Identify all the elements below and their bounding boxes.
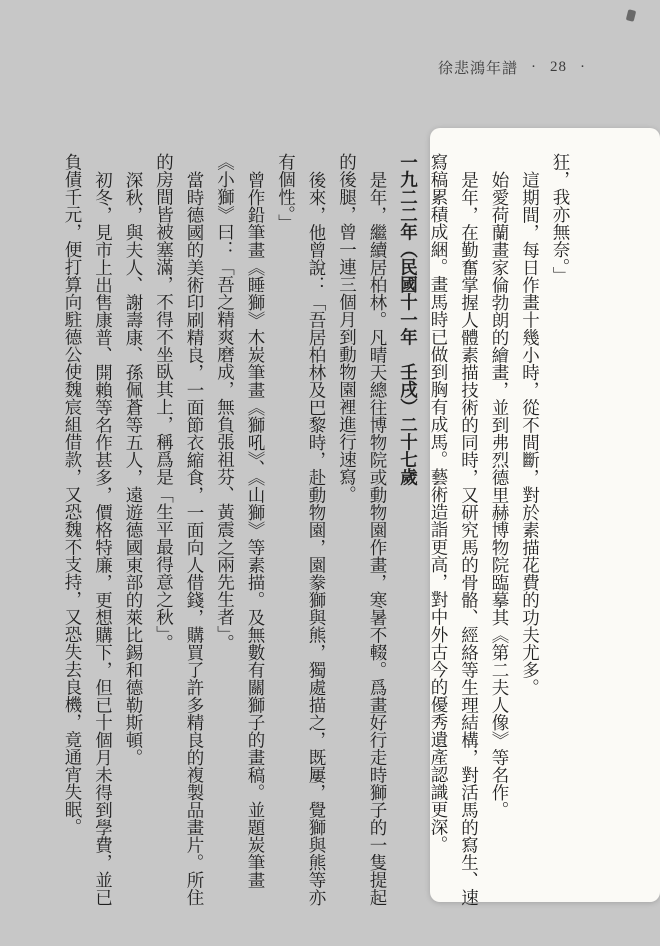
page-number: 28 — [550, 59, 568, 75]
chronicle-text-block — [58, 153, 577, 906]
interpunct-right: · — [580, 59, 587, 75]
paragraph-autumn-travel: 深秋，與夫人、謝壽康、孫佩蒼等五人，遠遊德國東部的萊比錫和德勒斯頓。 — [124, 170, 144, 766]
year-heading-1922: 一九二二年（民國十一年 壬戌）二十七歲 — [398, 153, 419, 486]
paragraph-quote-continuation: 狂，我亦無奈。」 — [551, 153, 571, 285]
paragraph-berlin-zoo: 是年，繼續居柏林。凡晴天總往博物院或動物園作畫，寒暑不輟。爲畫好行走時獅子的一隻提起的後腿，曾一連三個月到動物園裡進行速寫。 — [337, 153, 388, 906]
running-head — [438, 57, 586, 78]
paragraph-daily-painting: 這期間，每日作畫十幾小時，從不間斷，對於素描花費的功夫尤多。 — [520, 170, 541, 696]
scan-speck — [626, 9, 636, 22]
book-title: 徐悲鴻年譜 — [438, 61, 519, 77]
interpunct-left: · — [531, 59, 538, 75]
paragraph-lion-bear-quote: 後來，他曾說：「吾居柏林及巴黎時，赴動物園，園豢獅與熊，獨處描之，既屢，覺獅與熊等亦有個性。」 — [276, 153, 327, 906]
paragraph-rembrandt: 始愛荷蘭畫家倫勃朗的繪畫，並到弗烈德里赫博物院臨摹其《第二夫人像》等名作。 — [490, 170, 510, 818]
paragraph-horse-anatomy: 是年，在勤奮掌握人體素描技術的同時，又研究馬的骨骼、經絡等生理結構，對活馬的寫生、速寫稿累積成綑。畫馬時已做到胸有成馬。藝術造詣更高，對中外古今的優秀遺產認識更深。 — [429, 153, 480, 906]
paragraph-winter-debt: 初冬，見市上出售康普、開賴等名作甚多，價格特廉，更想購下，但已十個月未得到學費，並已負債千元，便打算向駐德公使魏宸組借款，又恐魏不支持，又恐失去良機，竟通宵失眠。 — [63, 153, 114, 906]
paragraph-lion-drawings: 曾作鉛筆畫《睡獅》木炭筆畫《獅吼》、《山獅》等素描。及無數有關獅子的畫稿。並題炭筆畫《小獅》曰：「吾之精爽磨成，無負張祖芬、黃震之兩先生者」。 — [215, 153, 266, 888]
paragraph-print-collecting: 當時德國的美術印刷精良，一面節衣縮食，一面向人借錢，購買了許多精良的複製品畫片。所住的房間皆被塞滿，不得不坐臥其上，稱爲是「生平最得意之秋」。 — [154, 153, 205, 906]
